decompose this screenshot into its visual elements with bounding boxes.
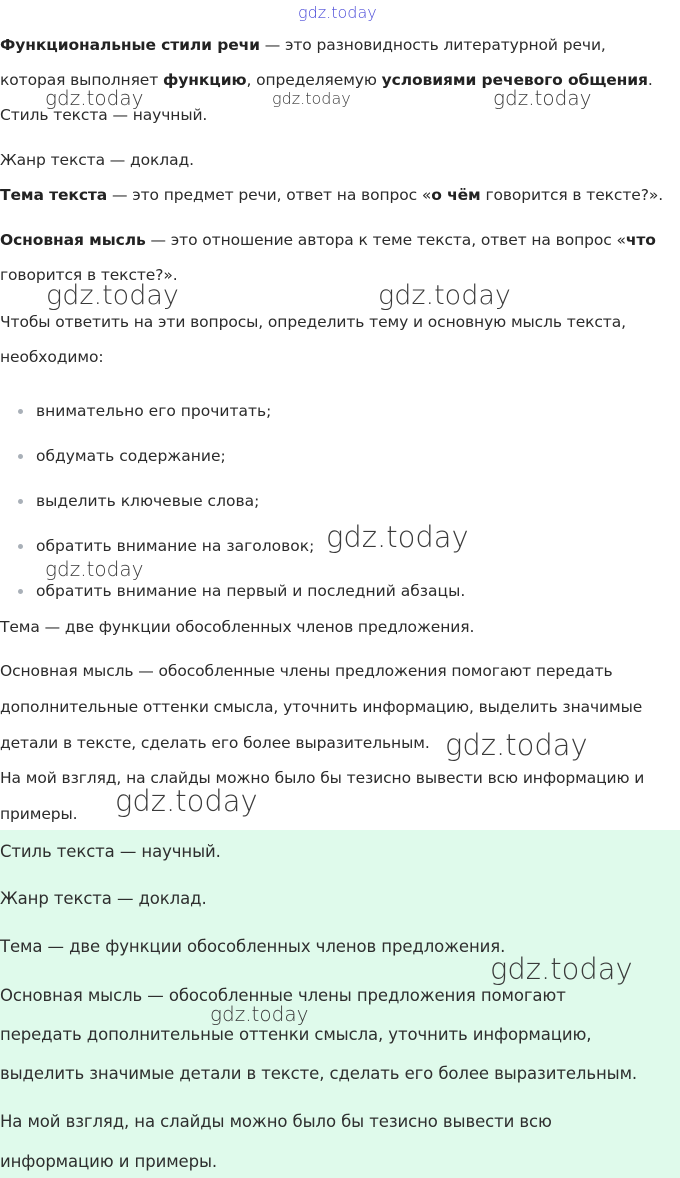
main-idea-definition-line-1 (0, 231, 656, 249)
term-functional-styles: Функциональные стили речи (0, 36, 260, 54)
summary-theme-line: Тема — две функции обособленных членов предложения. (0, 937, 506, 956)
definition-line-2 (0, 71, 653, 89)
watermark: gdz.today (46, 280, 179, 311)
definition-text: — это предмет речи, ответ на вопрос « (107, 186, 432, 204)
list-item-text: обратить внимание на первый и последний абзацы. (36, 582, 466, 600)
answer-summary-box (0, 830, 680, 1178)
summary-style-line: Стиль текста — научный. (0, 842, 221, 861)
watermark: gdz.today (490, 952, 633, 986)
answer-idea-line-3: детали в тексте, сделать его более выразительным. (0, 734, 430, 752)
term-conditions: условиями речевого общения (381, 71, 648, 89)
answer-opinion-line-1: На мой взгляд, на слайды можно было бы тезисно вывести всю информацию и (0, 769, 645, 787)
summary-opinion-line-1: На мой взгляд, на слайды можно было бы тезисно вывести всю (0, 1112, 552, 1131)
text-genre-line: Жанр текста — доклад. (0, 151, 194, 169)
list-item-text: обдумать содержание; (36, 447, 226, 465)
definition-text: . (647, 71, 653, 89)
term-theme: Тема текста (0, 186, 108, 204)
instructions-line-2: необходимо: (0, 348, 104, 366)
watermark: gdz.today (115, 784, 258, 818)
term-about-what: о чём (431, 186, 481, 204)
answer-opinion-line-2: примеры. (0, 805, 78, 823)
watermark: gdz.today (45, 86, 144, 110)
watermark: gdz.today (378, 280, 511, 311)
bullet-icon (18, 589, 23, 594)
theme-definition-line (0, 186, 663, 204)
summary-idea-line-2: передать дополнительные оттенки смысла, уточнить информацию, (0, 1025, 592, 1044)
watermark: gdz.today (45, 557, 144, 581)
list-item-text: обратить внимание на заголовок; (36, 537, 315, 555)
watermark: gdz.today (298, 3, 377, 22)
definition-text: которая выполняет (0, 71, 163, 89)
definition-line-1 (0, 36, 606, 54)
definition-text: говорится в тексте?». (480, 186, 664, 204)
answer-idea-line-1: Основная мысль — обособленные члены предложения помогают передать (0, 662, 613, 680)
summary-idea-line-3: выделить значимые детали в тексте, сделать его более выразительным. (0, 1064, 638, 1083)
definition-text: — это разновидность литературной речи, (259, 36, 606, 54)
text-style-line: Стиль текста — научный. (0, 106, 208, 124)
answer-theme-line: Тема — две функции обособленных членов предложения. (0, 618, 475, 636)
term-function: функцию (163, 71, 247, 89)
bullet-icon (18, 409, 23, 414)
instructions-line-1: Чтобы ответить на эти вопросы, определить тему и основную мысль текста, (0, 313, 626, 331)
answer-idea-line-2: дополнительные оттенки смысла, уточнить информацию, выделить значимые (0, 698, 643, 716)
watermark: gdz.today (445, 728, 588, 762)
bullet-icon (18, 499, 23, 504)
bullet-icon (18, 454, 23, 459)
watermark: gdz.today (493, 86, 592, 110)
definition-text: — это отношение автора к теме текста, ответ на вопрос « (145, 231, 626, 249)
main-idea-definition-line-2: говорится в тексте?». (0, 266, 178, 284)
list-item-text: внимательно его прочитать; (36, 402, 272, 420)
watermark: gdz.today (210, 1002, 309, 1026)
list-item-text: выделить ключевые слова; (36, 492, 260, 510)
summary-idea-line-1: Основная мысль — обособленные члены предложения помогают (0, 986, 566, 1005)
watermark: gdz.today (272, 89, 351, 108)
summary-genre-line: Жанр текста — доклад. (0, 889, 207, 908)
bullet-icon (18, 544, 23, 549)
watermark: gdz.today (326, 520, 469, 554)
summary-opinion-line-2: информацию и примеры. (0, 1152, 218, 1171)
term-main-idea: Основная мысль (0, 231, 146, 249)
term-what: что (625, 231, 656, 249)
definition-text: , определяемую (246, 71, 382, 89)
